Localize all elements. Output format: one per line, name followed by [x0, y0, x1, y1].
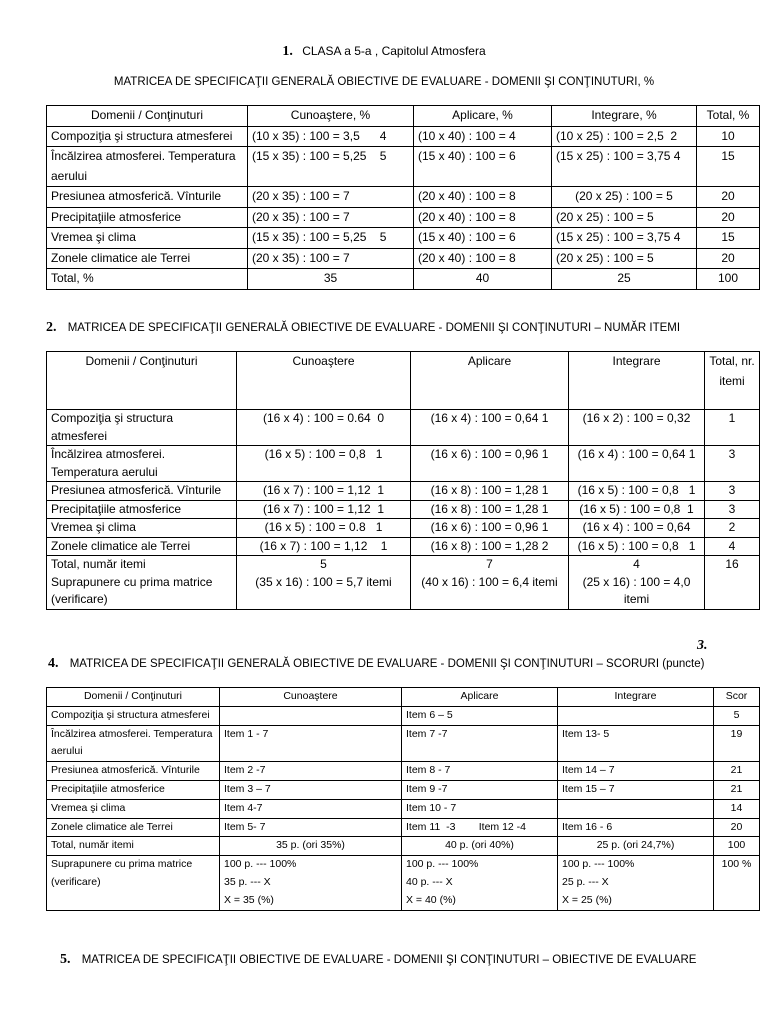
total-cell: 3 — [705, 482, 760, 501]
integration-cell: (16 x 2) : 100 = 0,32 — [569, 410, 705, 446]
total-value: 16 — [725, 557, 739, 571]
column-header: Total, % — [697, 106, 760, 127]
column-header: Cunoaştere — [237, 352, 411, 410]
application-cell: Item 11 -3 Item 12 -4 — [402, 818, 558, 837]
section-number-5: 5. — [60, 952, 71, 967]
table-row — [47, 537, 760, 556]
table-total-row — [47, 556, 760, 610]
score-cell: 14 — [714, 799, 760, 818]
grand-total-cell — [705, 556, 760, 610]
table-row — [47, 248, 760, 269]
integration-cell: (16 x 5) : 100 = 0,8 1 — [569, 537, 705, 556]
score-cell: 5 — [714, 706, 760, 725]
total-cell: 20 — [697, 207, 760, 228]
knowledge-cell: (15 x 35) : 100 = 5,25 5 — [248, 147, 414, 187]
integration-cell: (16 x 4) : 100 = 0,64 1 — [569, 446, 705, 482]
column-header: Aplicare, % — [414, 106, 552, 127]
application-cell: (20 x 40) : 100 = 8 — [414, 187, 552, 208]
knowledge-cell: (20 x 35) : 100 = 7 — [248, 248, 414, 269]
table-row — [47, 207, 760, 228]
column-header: Cunoaştere, % — [248, 106, 414, 127]
table-row — [47, 187, 760, 208]
integration-cell: Item 14 – 7 — [558, 762, 714, 781]
application-cell: 40 — [414, 269, 552, 290]
score-cell: 20 — [714, 818, 760, 837]
application-cell: Item 8 - 7 — [402, 762, 558, 781]
column-header: Cunoaştere — [220, 688, 402, 707]
knowledge-cell: Item 5- 7 — [220, 818, 402, 837]
item-count-matrix-table — [46, 351, 760, 610]
table-row — [47, 706, 760, 725]
application-cell: (15 x 40) : 100 = 6 — [414, 147, 552, 187]
total-cell: 10 — [697, 126, 760, 147]
table-row — [47, 799, 760, 818]
column-header: Domenii / Conţinuturi — [47, 352, 237, 410]
application-cell: (15 x 40) : 100 = 6 — [414, 228, 552, 249]
application-cell: (10 x 40) : 100 = 4 — [414, 126, 552, 147]
score-cell: 21 — [714, 762, 760, 781]
application-total-cell — [411, 556, 569, 610]
integration-cell: 25 p. (ori 24,7%) — [558, 837, 714, 856]
overlap-label: Suprapunere cu prima matrice (verificare) — [51, 574, 213, 606]
matrix-4-heading — [48, 656, 704, 672]
application-cell: 40 p. (ori 40%) — [402, 837, 558, 856]
integration-cell — [558, 799, 714, 818]
domain-cell: Precipitaţiile atmosferice — [47, 780, 220, 799]
table-overlap-row — [47, 856, 760, 910]
domain-cell: Încălzirea atmosferei. Temperatura aerului — [47, 147, 248, 187]
integration-total-cell — [569, 556, 705, 610]
section-number-4: 4. — [48, 656, 59, 671]
knowledge-cell: (16 x 5) : 100 = 0,8 1 — [237, 446, 411, 482]
total-value: 5 — [320, 557, 327, 571]
domain-cell: Presiunea atmosferică. Vînturile — [47, 762, 220, 781]
total-cell: 3 — [705, 446, 760, 482]
domain-cell: Vremea şi clima — [47, 519, 237, 538]
application-cell: (16 x 8) : 100 = 1,28 2 — [411, 537, 569, 556]
section-number-1: 1. — [282, 44, 293, 59]
domain-cell: Presiunea atmosferică. Vînturile — [47, 187, 248, 208]
knowledge-cell: (16 x 7) : 100 = 1,12 1 — [237, 537, 411, 556]
application-cell: (16 x 8) : 100 = 1,28 1 — [411, 482, 569, 501]
knowledge-cell: Item 1 - 7 — [220, 725, 402, 762]
domain-cell: Zonele climatice ale Terrei — [47, 818, 220, 837]
knowledge-cell: 35 p. (ori 35%) — [220, 837, 402, 856]
application-cell: (20 x 40) : 100 = 8 — [414, 248, 552, 269]
table-row — [47, 780, 760, 799]
section-number-3: 3. — [697, 638, 708, 653]
integration-cell — [558, 706, 714, 725]
table-row — [47, 519, 760, 538]
integration-cell: (16 x 5) : 100 = 0,8 1 — [569, 482, 705, 501]
table-total-row — [47, 837, 760, 856]
integration-cell: (20 x 25) : 100 = 5 — [552, 207, 697, 228]
table-row — [47, 126, 760, 147]
integration-cell: Item 15 – 7 — [558, 780, 714, 799]
column-header: Aplicare — [402, 688, 558, 707]
application-cell: (16 x 6) : 100 = 0,96 1 — [411, 519, 569, 538]
score-cell: 100 — [714, 837, 760, 856]
knowledge-cell: 35 — [248, 269, 414, 290]
total-cell: 3 — [705, 500, 760, 519]
column-header: Integrare — [558, 688, 714, 707]
knowledge-cell: (15 x 35) : 100 = 5,25 5 — [248, 228, 414, 249]
percent-matrix-table — [46, 105, 760, 290]
integration-cell: (20 x 25) : 100 = 5 — [552, 248, 697, 269]
domain-cell: Vremea şi clima — [47, 799, 220, 818]
column-header: Aplicare — [411, 352, 569, 410]
table-row — [47, 818, 760, 837]
overlap-label: Suprapunere cu prima matrice (verificare) — [47, 856, 220, 910]
knowledge-cell: Item 3 – 7 — [220, 780, 402, 799]
integration-cell: Item 13- 5 — [558, 725, 714, 762]
table-row — [47, 446, 760, 482]
total-cell: 1 — [705, 410, 760, 446]
score-cell: 19 — [714, 725, 760, 762]
domain-cell: Încălzirea atmosferei. Temperatura aerului — [47, 446, 237, 482]
application-cell: (20 x 40) : 100 = 8 — [414, 207, 552, 228]
domain-cell: Încălzirea atmosferei. Temperatura aerului — [47, 725, 220, 762]
document-title — [0, 44, 768, 60]
matrix-4-title: MATRICEA DE SPECIFICAŢII GENERALĂ OBIECTIVE DE EVALUARE - DOMENII ŞI CONŢINUTURI – SCORURI (puncte) — [69, 658, 705, 670]
overlap-value: (25 x 16) : 100 = 4,0 itemi — [582, 574, 691, 606]
integration-cell: (15 x 25) : 100 = 3,75 4 — [552, 147, 697, 187]
overlap-line: X = 35 (%) — [224, 893, 274, 906]
table-header-row — [47, 106, 760, 127]
matrix-2-title: MATRICEA DE SPECIFICAŢII GENERALĂ OBIECTIVE DE EVALUARE - DOMENII ŞI CONŢINUTURI – NUMĂR ITEMI — [67, 322, 681, 334]
integration-cell: (10 x 25) : 100 = 2,5 2 — [552, 126, 697, 147]
column-header: Integrare, % — [552, 106, 697, 127]
table-row — [47, 228, 760, 249]
score-cell: 21 — [714, 780, 760, 799]
table-row — [47, 725, 760, 762]
total-cell: 4 — [705, 537, 760, 556]
total-cell: 15 — [697, 147, 760, 187]
overlap-line: X = 25 (%) — [562, 893, 612, 906]
application-overlap-cell — [402, 856, 558, 910]
integration-cell: (16 x 5) : 100 = 0,8 1 — [569, 500, 705, 519]
domain-cell: Zonele climatice ale Terrei — [47, 248, 248, 269]
table-total-row — [47, 269, 760, 290]
integration-cell: 25 — [552, 269, 697, 290]
column-header: Domenii / Conţinuturi — [47, 688, 220, 707]
matrix-2-heading — [46, 320, 680, 336]
total-cell: 100 — [697, 269, 760, 290]
column-header: Scor — [714, 688, 760, 707]
integration-cell: (20 x 25) : 100 = 5 — [552, 187, 697, 208]
knowledge-cell: (16 x 7) : 100 = 1,12 1 — [237, 482, 411, 501]
domain-cell: Vremea şi clima — [47, 228, 248, 249]
domain-cell: Compoziţia şi structura atmesferei — [47, 410, 237, 446]
table-row — [47, 147, 760, 187]
knowledge-overlap-cell — [220, 856, 402, 910]
matrix-1-title: MATRICEA DE SPECIFICAŢII GENERALĂ OBIECTIVE DE EVALUARE - DOMENII ŞI CONŢINUTURI, % — [113, 76, 655, 88]
domain-cell: Precipitaţiile atmosferice — [47, 207, 248, 228]
domain-cell: Precipitaţiile atmosferice — [47, 500, 237, 519]
table-row — [47, 500, 760, 519]
application-cell: Item 10 - 7 — [402, 799, 558, 818]
application-cell: (16 x 6) : 100 = 0,96 1 — [411, 446, 569, 482]
total-value: 4 — [633, 557, 640, 571]
table-row — [47, 762, 760, 781]
overlap-value: (35 x 16) : 100 = 5,7 itemi — [255, 574, 392, 589]
table-row — [47, 410, 760, 446]
overlap-line: 25 p. --- X — [562, 875, 609, 888]
column-header: Integrare — [569, 352, 705, 410]
knowledge-cell: (20 x 35) : 100 = 7 — [248, 207, 414, 228]
total-cell: 2 — [705, 519, 760, 538]
domain-cell: Compoziţia şi structura atmesferei — [47, 126, 248, 147]
knowledge-cell: (20 x 35) : 100 = 7 — [248, 187, 414, 208]
score-matrix-table — [46, 687, 760, 911]
integration-cell: Item 16 - 6 — [558, 818, 714, 837]
knowledge-cell — [220, 706, 402, 725]
total-cell: 20 — [697, 248, 760, 269]
matrix-5-heading — [60, 952, 696, 968]
application-cell: Item 6 – 5 — [402, 706, 558, 725]
knowledge-cell: (16 x 5) : 100 = 0.8 1 — [237, 519, 411, 538]
domain-cell: Total, număr itemi — [47, 837, 220, 856]
application-cell: (16 x 4) : 100 = 0,64 1 — [411, 410, 569, 446]
overlap-line: 100 p. --- 100% — [562, 858, 635, 871]
knowledge-cell: (16 x 4) : 100 = 0.64 0 — [237, 410, 411, 446]
knowledge-cell: (10 x 35) : 100 = 3,5 4 — [248, 126, 414, 147]
total-cell: 15 — [697, 228, 760, 249]
knowledge-cell: (16 x 7) : 100 = 1,12 1 — [237, 500, 411, 519]
domain-cell: Compoziţia şi structura atmesferei — [47, 706, 220, 725]
overlap-line: X = 40 (%) — [406, 893, 456, 906]
overlap-line: 100 p. --- 100% — [406, 858, 479, 871]
column-header: Total, nr. itemi — [705, 352, 760, 410]
column-header: Domenii / Conţinuturi — [47, 106, 248, 127]
overlap-value: (40 x 16) : 100 = 6,4 itemi — [421, 574, 558, 589]
overlap-line: 100 p. --- 100% — [224, 858, 297, 871]
class-line: CLASA a 5-a , Capitolul Atmosfera — [302, 44, 486, 58]
integration-cell: (15 x 25) : 100 = 3,75 4 — [552, 228, 697, 249]
application-cell: Item 9 -7 — [402, 780, 558, 799]
overlap-line: 40 p. --- X — [406, 875, 453, 888]
total-label-cell — [47, 556, 237, 610]
matrix-5-title: MATRICEA DE SPECIFICAŢII OBIECTIVE DE EVALUARE - DOMENII ŞI CONŢINUTURI – OBIECTIVE DE EVALUARE — [81, 954, 697, 966]
score-cell: 100 % — [714, 856, 760, 910]
total-cell: 20 — [697, 187, 760, 208]
domain-cell: Presiunea atmosferică. Vînturile — [47, 482, 237, 501]
domain-cell: Total, % — [47, 269, 248, 290]
knowledge-cell: Item 2 -7 — [220, 762, 402, 781]
application-cell: (16 x 8) : 100 = 1,28 1 — [411, 500, 569, 519]
knowledge-total-cell — [237, 556, 411, 610]
domain-cell: Zonele climatice ale Terrei — [47, 537, 237, 556]
total-label: Total, număr itemi — [51, 557, 146, 571]
overlap-line: 35 p. --- X — [224, 875, 271, 888]
table-header-row — [47, 688, 760, 707]
integration-overlap-cell — [558, 856, 714, 910]
knowledge-cell: Item 4-7 — [220, 799, 402, 818]
integration-cell: (16 x 4) : 100 = 0,64 — [569, 519, 705, 538]
table-header-row — [47, 352, 760, 410]
total-value: 7 — [486, 557, 493, 571]
application-cell: Item 7 -7 — [402, 725, 558, 762]
section-number-2: 2. — [46, 320, 57, 335]
table-row — [47, 482, 760, 501]
